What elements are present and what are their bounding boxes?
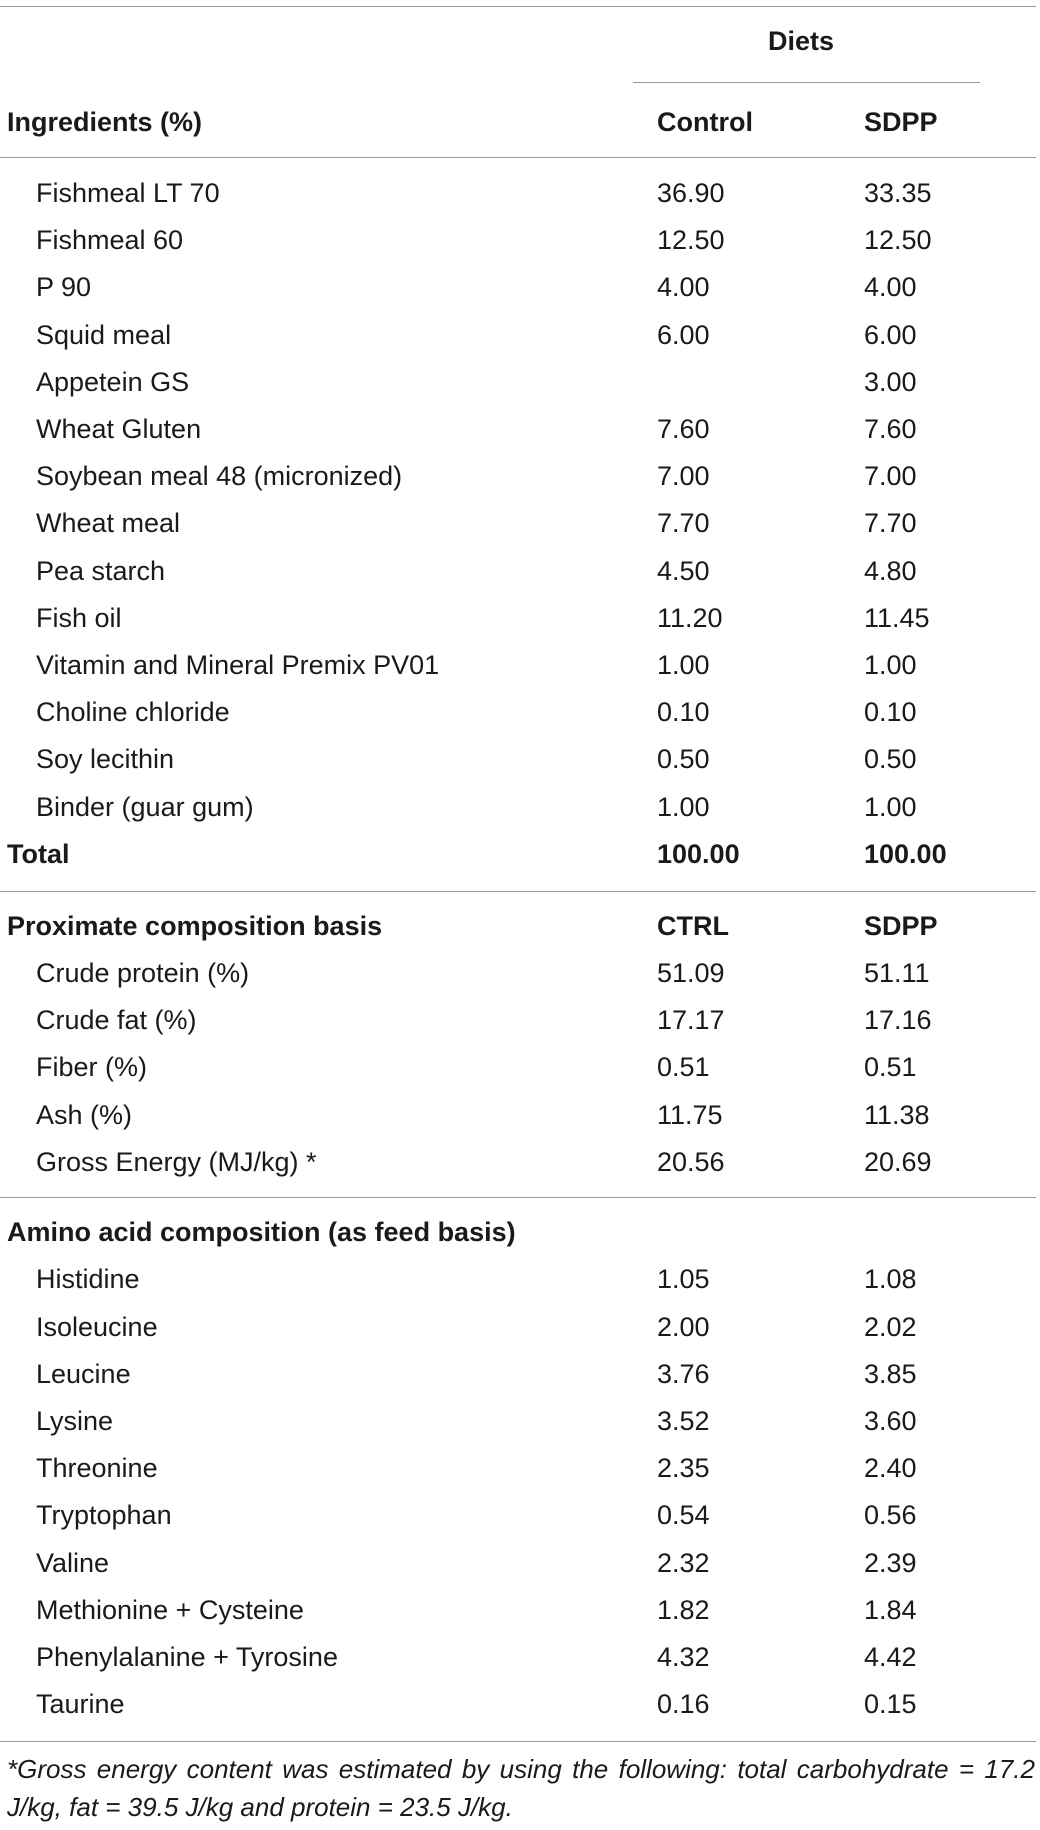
sdpp-value: 7.70	[864, 508, 917, 538]
control-value: 36.90	[657, 178, 725, 208]
total-sdpp-value: 100.00	[864, 839, 947, 869]
sdpp-value: 0.56	[864, 1500, 917, 1530]
sdpp-value: 6.00	[864, 320, 917, 350]
control-value: 0.54	[657, 1500, 710, 1530]
proximate-header: Proximate composition basis	[7, 911, 383, 941]
row-label: Threonine	[36, 1453, 158, 1483]
row-label: Taurine	[36, 1689, 125, 1719]
row-label: P 90	[36, 272, 92, 302]
table-row	[0, 997, 1036, 1044]
table-row	[0, 1540, 1036, 1587]
sdpp-value: 1.08	[864, 1264, 917, 1294]
proximate-header-row	[0, 903, 1036, 950]
control-value: 7.00	[657, 461, 710, 491]
sdpp-value: 3.60	[864, 1406, 917, 1436]
table-row	[0, 453, 1036, 500]
row-label: Tryptophan	[36, 1500, 172, 1530]
control-value: 4.00	[657, 272, 710, 302]
table-row	[0, 312, 1036, 359]
row-label: Gross Energy (MJ/kg) *	[36, 1147, 317, 1177]
row-label: Methionine + Cysteine	[36, 1595, 304, 1625]
total-control-value: 100.00	[657, 839, 740, 869]
table-row	[0, 1587, 1036, 1634]
control-value: 11.20	[657, 603, 723, 633]
row-label: Appetein GS	[36, 367, 190, 397]
amino-header: Amino acid composition (as feed basis)	[7, 1217, 516, 1247]
amino-header-row	[0, 1209, 1036, 1256]
table-row	[0, 1351, 1036, 1398]
sdpp-value: 4.80	[864, 556, 917, 586]
sdpp-value: 11.45	[864, 603, 930, 633]
header-rule	[0, 157, 1036, 158]
sdpp-value: 2.02	[864, 1312, 917, 1342]
control-value: 7.70	[657, 508, 710, 538]
control-value: 17.17	[657, 1005, 725, 1035]
sdpp-value: 0.10	[864, 697, 917, 727]
row-label: Fish oil	[36, 603, 122, 633]
column-header-row	[0, 99, 1036, 146]
control-value: 0.16	[657, 1689, 710, 1719]
table-row	[0, 359, 1036, 406]
row-label: Ash (%)	[36, 1100, 133, 1130]
sdpp-value: 17.16	[864, 1005, 932, 1035]
control-value: 0.50	[657, 744, 710, 774]
row-label: Binder (guar gum)	[36, 792, 254, 822]
sdpp-value: 1.00	[864, 650, 917, 680]
control-value: 7.60	[657, 414, 710, 444]
sdpp-value: 1.00	[864, 792, 917, 822]
control-value: 2.32	[657, 1548, 710, 1578]
sdpp-value: 0.15	[864, 1689, 917, 1719]
table-row	[0, 548, 1036, 595]
table-row	[0, 689, 1036, 736]
row-label: Soy lecithin	[36, 744, 175, 774]
control-value: 1.82	[657, 1595, 710, 1625]
sdpp-header: SDPP	[864, 107, 938, 137]
row-label: Squid meal	[36, 320, 172, 350]
table-row	[0, 1044, 1036, 1091]
sdpp-value: 20.69	[864, 1147, 932, 1177]
sdpp-value: 7.60	[864, 414, 917, 444]
sdpp-value: 0.50	[864, 744, 917, 774]
sdpp-value: 4.42	[864, 1642, 917, 1672]
total-row	[0, 831, 1036, 878]
control-value: 11.75	[657, 1100, 723, 1130]
control-value: 6.00	[657, 320, 710, 350]
sdpp-value: 7.00	[864, 461, 917, 491]
total-rule	[0, 891, 1036, 892]
diets-group-header: Diets	[768, 26, 835, 56]
sdpp-value: 4.00	[864, 272, 917, 302]
row-label: Crude fat (%)	[36, 1005, 197, 1035]
table-row	[0, 950, 1036, 997]
table-row	[0, 642, 1036, 689]
table-row	[0, 1398, 1036, 1445]
control-value: 2.35	[657, 1453, 710, 1483]
footnote: *Gross energy content was estimated by using the following: total carbohydrate = 17.2 J/kg, fat = 39.5 J/kg and protein = 23.5 J/kg.	[7, 1754, 1035, 1822]
table-row	[0, 1492, 1036, 1539]
ctrl-header: CTRL	[657, 911, 729, 941]
bottom-rule	[0, 1741, 1036, 1742]
control-value: 3.52	[657, 1406, 710, 1436]
proximate-sdpp-header: SDPP	[864, 911, 938, 941]
row-label: Fiber (%)	[36, 1052, 148, 1082]
control-value: 3.76	[657, 1359, 710, 1389]
row-label: Fishmeal 60	[36, 225, 184, 255]
table-row	[0, 1092, 1036, 1139]
total-label: Total	[7, 839, 70, 869]
table-row	[0, 264, 1036, 311]
sdpp-value: 11.38	[864, 1100, 930, 1130]
sdpp-value: 0.51	[864, 1052, 917, 1082]
row-label: Vitamin and Mineral Premix PV01	[36, 650, 440, 680]
control-value: 4.32	[657, 1642, 710, 1672]
row-label: Wheat meal	[36, 508, 181, 538]
sdpp-value: 12.50	[864, 225, 932, 255]
top-rule	[0, 6, 1036, 7]
table-row	[0, 170, 1036, 217]
row-label: Crude protein (%)	[36, 958, 250, 988]
sdpp-value: 33.35	[864, 178, 932, 208]
row-label: Wheat Gluten	[36, 414, 202, 444]
control-header: Control	[657, 107, 753, 137]
table-row	[0, 217, 1036, 264]
row-label: Isoleucine	[36, 1312, 158, 1342]
table-row	[0, 1304, 1036, 1351]
table-row	[0, 784, 1036, 831]
row-label: Fishmeal LT 70	[36, 178, 220, 208]
table-row	[0, 1445, 1036, 1492]
row-label: Leucine	[36, 1359, 131, 1389]
table-row	[0, 406, 1036, 453]
control-value: 20.56	[657, 1147, 725, 1177]
sdpp-value: 2.39	[864, 1548, 917, 1578]
ingredients-header: Ingredients (%)	[7, 107, 203, 137]
control-value: 1.05	[657, 1264, 710, 1294]
sdpp-value: 1.84	[864, 1595, 917, 1625]
row-label: Valine	[36, 1548, 110, 1578]
sdpp-value: 3.00	[864, 367, 917, 397]
table-row	[0, 1139, 1036, 1186]
row-label: Pea starch	[36, 556, 166, 586]
table-row	[0, 1256, 1036, 1303]
control-value: 1.00	[657, 650, 710, 680]
row-label: Soybean meal 48 (micronized)	[36, 461, 403, 491]
control-value: 2.00	[657, 1312, 710, 1342]
control-value: 0.51	[657, 1052, 710, 1082]
diets-underline	[633, 82, 980, 83]
control-value: 12.50	[657, 225, 725, 255]
control-value: 1.00	[657, 792, 710, 822]
table-row	[0, 595, 1036, 642]
table-row	[0, 1634, 1036, 1681]
proximate-rule	[0, 1197, 1036, 1198]
sdpp-value: 3.85	[864, 1359, 917, 1389]
row-label: Histidine	[36, 1264, 140, 1294]
row-label: Choline chloride	[36, 697, 230, 727]
row-label: Lysine	[36, 1406, 114, 1436]
sdpp-value: 51.11	[864, 958, 930, 988]
table-row	[0, 736, 1036, 783]
row-label: Phenylalanine + Tyrosine	[36, 1642, 338, 1672]
sdpp-value: 2.40	[864, 1453, 917, 1483]
table-row	[0, 500, 1036, 547]
control-value: 0.10	[657, 697, 710, 727]
control-value: 51.09	[657, 958, 725, 988]
table-row	[0, 1681, 1036, 1728]
control-value: 4.50	[657, 556, 710, 586]
